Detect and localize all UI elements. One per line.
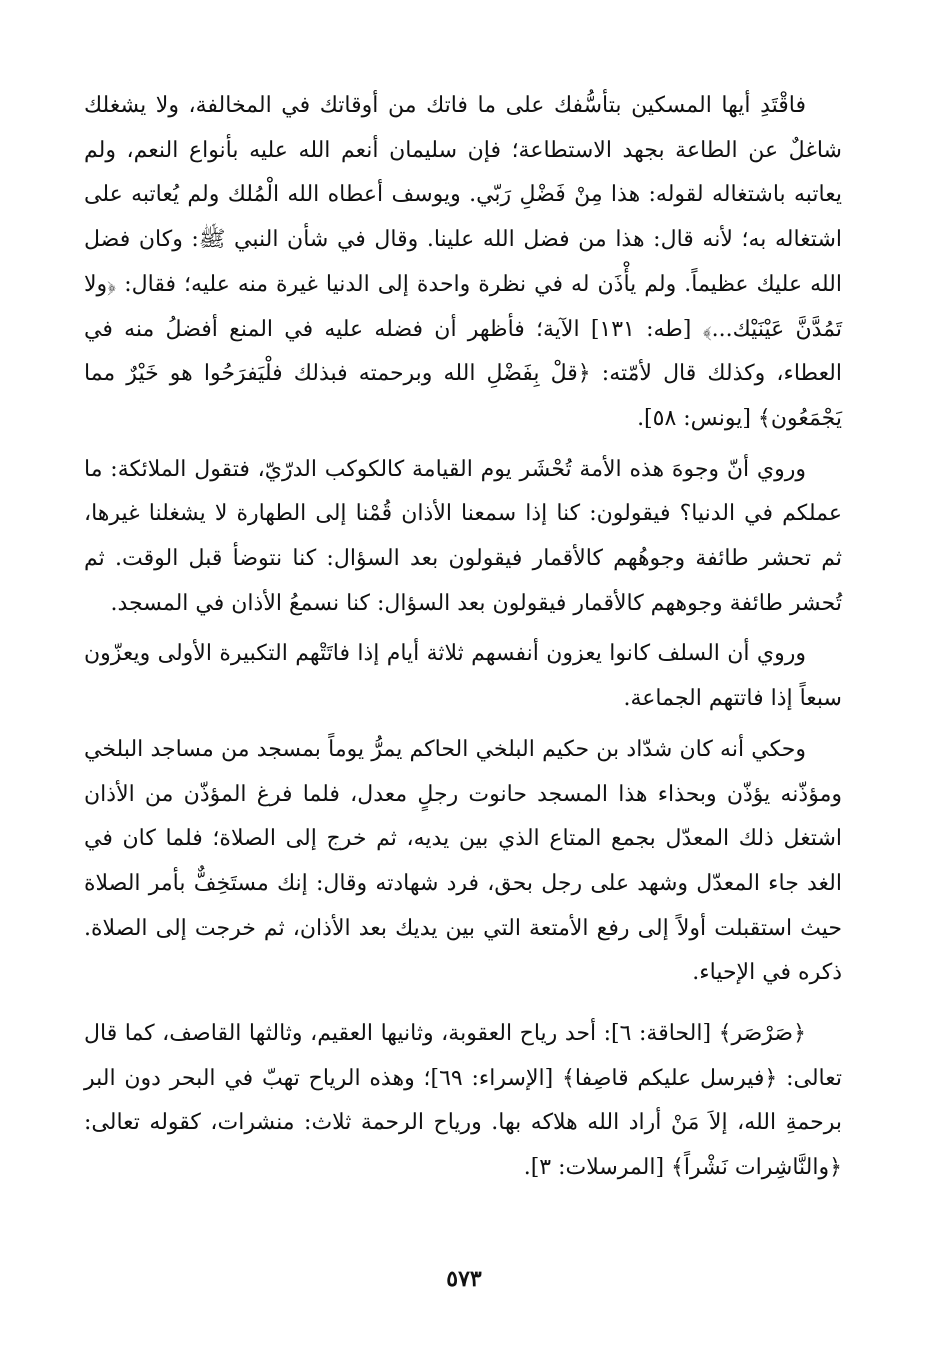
- paragraph-1: فاقْتَدِ أيها المسكين بتأسُّفك على ما فاتك من أوقاتك في المخالفة، ولا يشغلك شاغلٌ عن الطاعة بجهد الاستطاعة؛ فإن سليمان أنعم الله عليه بأنواع النعم، ولم يعاتبه باشتغاله لقوله: هذا مِنْ فَضْلِ رَبّي. ويوسف أعطاه الله الْمُلك ولم يُعاتبه على اشتغاله به؛ لأنه قال: هذا من فضل الله علينا. وقال في شأن النبي ﷺ: وكان فضل الله عليك عظيماً. ولم يأْذَن له في نظرة واحدة إلى الدنيا غيرة منه عليه؛ فقال: ﴿ولا تَمُدَّنَّ عَيْنَيْك...﴾ [طه: ١٣١] الآية؛ فأظهر أن فضله عليه في المنع أفضلُ منه في العطاء، وكذلك قال لأمّته: ﴿قلْ بِفَضْلِ الله وبرحمته فبذلك فلْيَفرَحُوا هو خَيْرٌ مما يَجْمَعُون﴾ [يونس: ٥٨].: [84, 93, 842, 431]
- document-page: [84, 84, 842, 1191]
- paragraph-4: وحكي أنه كان شدّاد بن حكيم البلخي الحاكم يمرُّ يوماً بمسجد من مساجد البلخي ومؤذّنه يؤذّن وبحذاء هذا المسجد حانوت رجلٍ معدل، فلما فرغ المؤذّن من الأذان اشتغل ذلك المعدّل بجمع المتاع الذي بين يديه، ثم خرج إلى الصلاة؛ فلما كان في الغد جاء المعدّل وشهد على رجل بحق، فرد شهادته وقال: إنك مستَخِفٌّ بأمر الصلاة حيث استقبلت أولاً إلى رفع الأمتعة التي بين يديك بعد الأذان، ثم خرجت إلى الصلاة. ذكره في الإحياء.: [84, 736, 842, 986]
- paragraph-2: وروي أنّ وجوهَ هذه الأمة تُحْشَر يوم القيامة كالكوكب الدرّيّ، فتقول الملائكة: ما عملكم في الدنيا؟ فيقولون: كنا إذا سمعنا الأذان قُمْنا إلى الطهارة لا يشغلنا غيرها، ثم تحشر طائفة وجوهُهم كالأقمار فيقولون بعد السؤال: كنا نتوضأ قبل الوقت. ثم تُحشر طائفة وجوههم كالأقمار فيقولون بعد السؤال: كنا نسمعُ الأذان في المسجد.: [84, 456, 842, 616]
- page-number: ٥٧٣: [446, 1266, 482, 1292]
- paragraph-5: ﴿صَرْصَر﴾ [الحاقة: ٦]: أحد رياح العقوبة، وثانيها العقيم، وثالثها القاصف، كما قال تعالى: ﴿فيرسل عليكم قاصِفا﴾ [الإسراء: ٦٩]؛ وهذه الرياح تهبّ في البحر دون البر برحمةِ الله، إلاَ مَنْ أراد الله هلاكه بها. ورياح الرحمة ثلاث: منشرات، كقوله تعالى: ﴿والنَّاشِرات نَشْراً﴾ [المرسلات: ٣].: [84, 1021, 842, 1181]
- paragraph-3: وروي أن السلف كانوا يعزون أنفسهم ثلاثة أيام إذا فاتَتْهم التكبيرة الأولى ويعزّون سبعاً إذا فاتتهم الجماعة.: [84, 641, 842, 712]
